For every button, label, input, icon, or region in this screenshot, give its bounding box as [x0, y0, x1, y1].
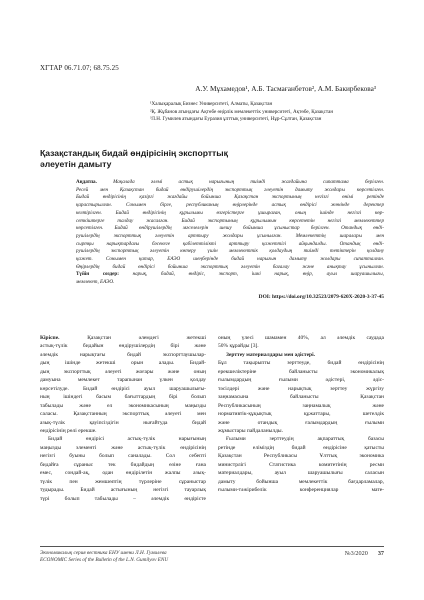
- body-text-line: Бидай өндірісі астық-түлік нарығының: [48, 436, 206, 443]
- keywords-line: Түйін сөздер: нарық, бидай, өндіріс, экспорт, ішкі нарық, өңір, ауыл шаруашылығы,: [76, 271, 384, 278]
- abstract-line: Өңірлердің бидай өндірісі бойынша экспорттық әлеуетін бағалау және анықтау ұсынылған.: [76, 263, 384, 270]
- body-text-line: азық-түлік қауіпсіздігін нығайтуда бидай: [40, 419, 206, 426]
- body-text-line: тәсілдері және нарықтық зерттеу жүргізу: [218, 385, 384, 392]
- abstract-block: [76, 179, 384, 287]
- body-text-line: көрсетілуде. Бидай өндірісі ауыл шаруашылығы-: [40, 385, 206, 392]
- body-text-line: өндірісінің рөлі ерекше.: [40, 427, 97, 434]
- abstract-line: Аңдатпа. Мақалада әлемі астық нарығының тиімді жағдайына сипаттама берілген.: [76, 179, 384, 185]
- body-text-line: негізгі буыны болып саналады. Сол себепті: [40, 453, 206, 460]
- title-line: әлеуетін дамыту: [40, 159, 112, 169]
- abstract-line: рушілердің экспорттық әлеуетін көтеру үшін мемлекеттік қолдаудың тиімді тетіктерін қолдану: [76, 248, 384, 255]
- abstract-line: қарастырылған. Сонымен бірге, республиканың өңірлерінде астық өндірісі жөнінде деректер: [76, 202, 384, 209]
- abstract-line: рушілердің экспорттық әлеуетін арттыру жолдары ұсынылған. Мемлекеттің шаралары мен: [76, 232, 384, 239]
- body-text-line: тудырады. Бидай астығының негізгі тауарлық: [40, 487, 206, 494]
- page-number: 37: [377, 550, 384, 557]
- body-text-line: саласы. Қазақстанның экспорттық әлеуеті мен: [40, 411, 206, 418]
- body-text-line: маңызды элементі және астық-түлік өндірісінің: [40, 444, 206, 451]
- body-text-line: нормативтік-құқықтық құжаттары, шетелдік: [218, 411, 384, 418]
- footer-journal: [40, 550, 168, 564]
- body-text-line: дың экспорттық әлеуеті жоғары және оның: [40, 368, 206, 375]
- journal-name-kz: Экономикалық серия вестника ЕНУ имени Л.Н. Гумилева: [40, 550, 167, 556]
- keywords-label: Түйін сөздер:: [76, 271, 133, 278]
- affiliation: ²Қ. Жұбанов атындағы Ақтөбе өңірлік мемлекеттік университеті, Ақтөбе, Қазақстан: [150, 108, 334, 115]
- body-text-line: әлемдік нарықтағы бидай экспорттаушылар-: [40, 351, 206, 358]
- body-column-right: [218, 334, 384, 495]
- section-heading: Зерттеу материалдары мен әдістері.: [226, 351, 316, 358]
- body-text-line: Ғылыми зерттеудің ақпараттық базасы: [226, 436, 384, 443]
- section-heading: Кіріспе.: [40, 335, 60, 341]
- body-text-line: ғылымдардың ғылыми әдістері, әдіс-: [218, 377, 384, 384]
- body-text-line: ғылыми-тәжірибелік конференциялар мате-: [218, 487, 384, 494]
- body-text-line: Бұл тақырыпты зерттеуде, бидай өндірісінің: [218, 360, 384, 367]
- abstract-line: сеткіштерге талдау жасалған. Бидай экспортының құрылымын көрсететін негізгі мемлекеттер: [76, 217, 384, 224]
- body-text-line: табылады және ел экономикасының маңызды: [40, 402, 206, 409]
- body-text-line: дамыту бойынша мемлекеттік бағдарламалар,: [218, 478, 384, 485]
- body-text-line: астық-түлік бидайын өндірушілердің бірі және: [40, 343, 206, 350]
- body-text-line: бидайға сұраныс тек бидайдың өзіне ғана: [40, 461, 206, 468]
- abstract-line: Бидай өндірісінің қазіргі жағдайы бойынша Қазақстан экспортының негізгі өнімі ретінде: [76, 194, 384, 201]
- affiliation: ¹Халықаралық Бизнес Университеті, Алматы, Қазақстан: [150, 101, 273, 107]
- body-text-line: және отандық ғалымдардың ғылыми: [218, 419, 384, 426]
- abstract-line: көрсетілген. Бидай өндірушілердің мәселелерін шешу бойынша ұсыныстар берілген. Отандық өнді-: [76, 225, 384, 232]
- body-text-line: 50% құрайды [3].: [218, 343, 259, 350]
- body-text-line: түрі болып табылады – әлемдік өндірісте: [40, 495, 206, 502]
- body-text-line: ерекшеліктеріне байланысты экономикалық: [218, 368, 384, 375]
- body-text-line: Кіріспе. Қазақстан әлемдегі жетекші: [40, 335, 206, 341]
- body-text-line: заңнамасына байланысты Қазақстан: [218, 394, 384, 401]
- body-text-line: [218, 351, 384, 359]
- body-text-line: Қазақстан Республикасы Ұлттық экономика: [218, 453, 384, 460]
- body-text-line: оның үлесі шамамен 40%, ал әлемдік саудада: [218, 335, 384, 341]
- body-text-line: ретінде еліміздің бидай өндірісіне қатысты: [218, 444, 384, 451]
- body-text-line: емес, сондай-ақ, одан өндірілетін жалпы азық-: [40, 470, 206, 477]
- issue-number: №3/2020: [344, 550, 368, 557]
- article-title: [40, 148, 270, 170]
- footer-divider: [40, 546, 384, 547]
- body-text-line: дың ішінде жетекші орын алады. Бидай-: [40, 360, 206, 367]
- footer-issue: [345, 550, 384, 557]
- authors-line: А.У. Мұхамедов¹, А.Б. Тасмағанбетов², А.М. Бакирбекова³: [195, 84, 376, 93]
- body-text-line: ның ішіндегі басым бағыттардың бірі болып: [40, 394, 206, 401]
- affiliations: [150, 101, 378, 124]
- abstract-line: сыртқы нарықтардағы бәсекеге қабілеттілікті арттыру қажеттігі айқындалды. Отандық өнді-: [76, 240, 384, 247]
- title-line: Қазақстандық бидай өндірісінің экспорттық: [40, 148, 228, 158]
- abstract-label: Аңдатпа.: [76, 179, 114, 185]
- body-text-line: Республикасының заңнамалық және: [218, 402, 384, 409]
- abstract-line: Ресей мен Қазақстан бидай өндірушілердің экспорттық әлеуетін дамыту жолдары көрсетілген.: [76, 186, 384, 193]
- body-text-line: дамуына мемлекет тарапынан үлкен қолдау: [40, 377, 206, 384]
- affiliation: ³Л.Н. Гумилев атындағы Еуразия ұлттық университеті, Нұр-Сұлтан, Қазақстан: [150, 116, 322, 122]
- abstract-line: қажет. Сонымен қатар, ЕАЭО шеңберінде бидай нарығын дамыту жолдары сипатталған.: [76, 256, 384, 263]
- body-text-line: түлік пен жемшөптің түрлеріне сұраныстар: [40, 478, 206, 485]
- doi-link[interactable]: DOI: https://doi.org/10.32523/2079-620X-2020-3-37-45: [258, 294, 384, 300]
- body-text-line: материалдары, ауыл шаруашылығы саласын: [218, 470, 384, 477]
- udc-code: ХГТАР 06.71.07; 68.75.25: [40, 64, 119, 72]
- abstract-line: келтірілген. Бидай өндірісінің құрылымы өзгерістерге ұшыраған, оның ішінде негізгі көр-: [76, 209, 384, 216]
- keywords-line: мемлекет, ЕАЭО.: [76, 279, 115, 286]
- body-text-line: жұмыстары пайдаланылды.: [218, 427, 283, 434]
- body-column-left: [40, 334, 206, 503]
- body-text-line: министрлігі Статистика комитетінің ресми: [218, 461, 384, 468]
- journal-name-en: ECONOMIC Series of the Bulletin of the L.N. Gumilyov ENU: [40, 557, 169, 563]
